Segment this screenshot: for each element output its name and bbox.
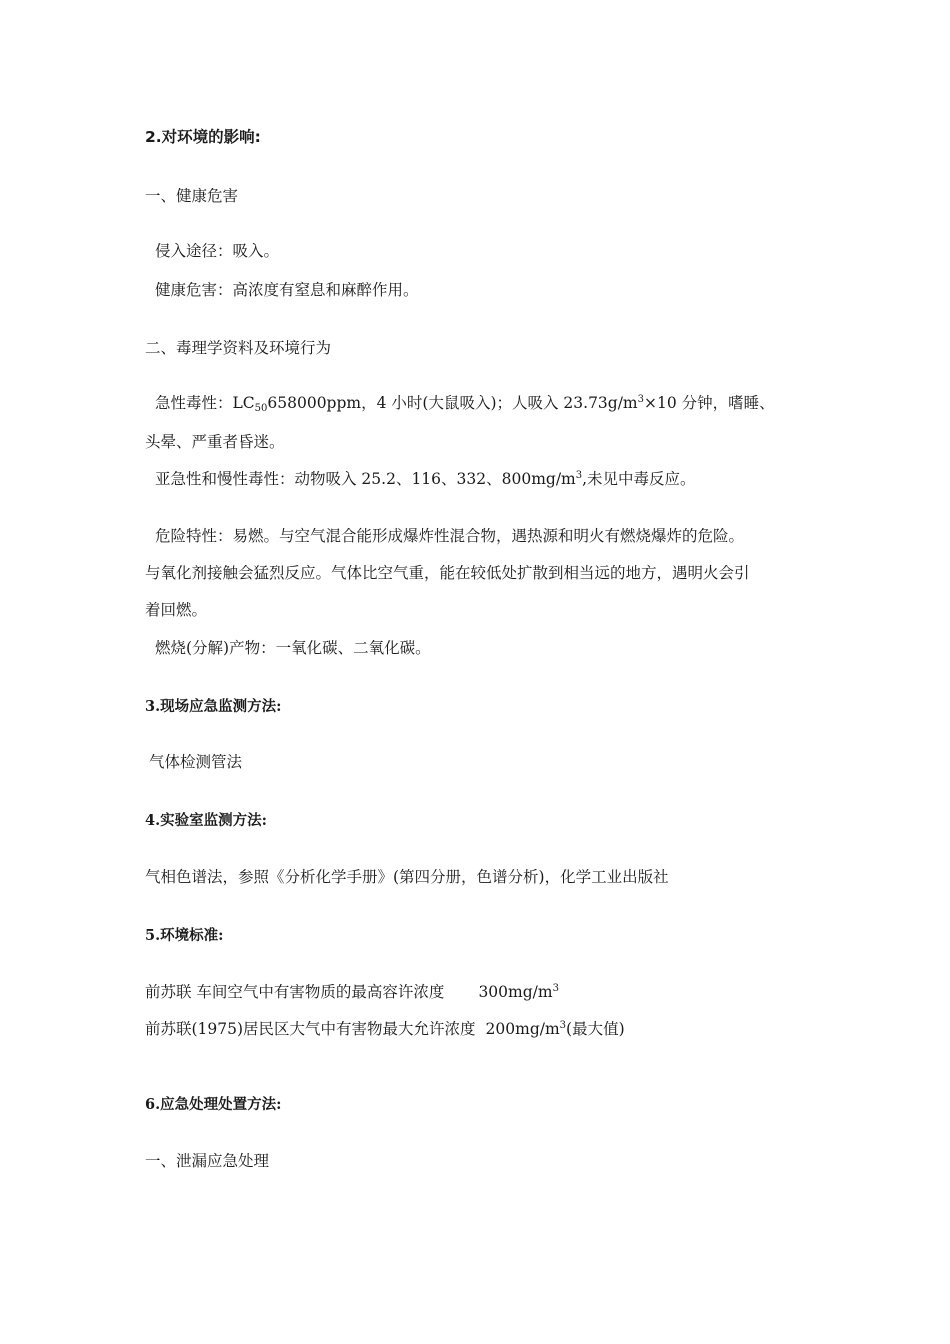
acute-toxicity-text: 急性毒性：$LC_{50}658000ppm$，4 小时(大鼠吸入)；人吸入 $23.73g/m^3\times 10$ 分钟，嗜睡、 bbox=[155, 394, 775, 414]
combustion-products-text: 燃烧(分解)产物：一氧化碳、二氧化碳。 bbox=[155, 639, 431, 657]
entry-route-text: 侵入途径：吸入。 bbox=[155, 242, 280, 260]
standard-workshop: 前苏联 车间空气中有害物质的最高容许浓度 $300mg/m^3$ bbox=[145, 983, 559, 1001]
standard-residential: 前苏联(1975)居民区大气中有害物最大允许浓度 $200mg/m^3$(最大值) bbox=[145, 1020, 625, 1038]
field-monitoring-method: 气体检测管法 bbox=[149, 753, 243, 771]
subacute-toxicity-text: 亚急性和慢性毒性：动物吸入 25.2、116、332、$800mg/m^3$,未见中毒反应。 bbox=[155, 470, 696, 488]
danger-characteristics-line1: 危险特性：易燃。与空气混合能形成爆炸性混合物，遇热源和明火有燃烧爆炸的危险。 bbox=[155, 527, 745, 545]
health-hazard-text: 健康危害：高浓度有窒息和麻醉作用。 bbox=[155, 281, 419, 299]
section-6-heading: 6.应急处理处置方法: bbox=[145, 1096, 282, 1113]
lab-monitoring-method: 气相色谱法，参照《分析化学手册》(第四分册，色谱分析)，化学工业出版社 bbox=[145, 868, 669, 886]
section-2-heading: 2.对环境的影响: bbox=[145, 128, 261, 146]
acute-toxicity-text-cont: 头晕、严重者昏迷。 bbox=[145, 433, 285, 451]
section-5-heading: 5.环境标准: bbox=[145, 927, 224, 944]
section-3-heading: 3.现场应急监测方法: bbox=[145, 698, 282, 715]
danger-characteristics-line2: 与氧化剂接触会猛烈反应。气体比空气重，能在较低处扩散到相当远的地方，遇明火会引 bbox=[145, 564, 750, 582]
toxicology-title: 二、毒理学资料及环境行为 bbox=[145, 339, 332, 357]
leak-response-title: 一、泄漏应急处理 bbox=[145, 1152, 270, 1170]
section-4-heading: 4.实验室监测方法: bbox=[145, 812, 267, 829]
danger-characteristics-line3: 着回燃。 bbox=[145, 601, 208, 619]
health-hazard-title: 一、健康危害 bbox=[145, 187, 239, 205]
